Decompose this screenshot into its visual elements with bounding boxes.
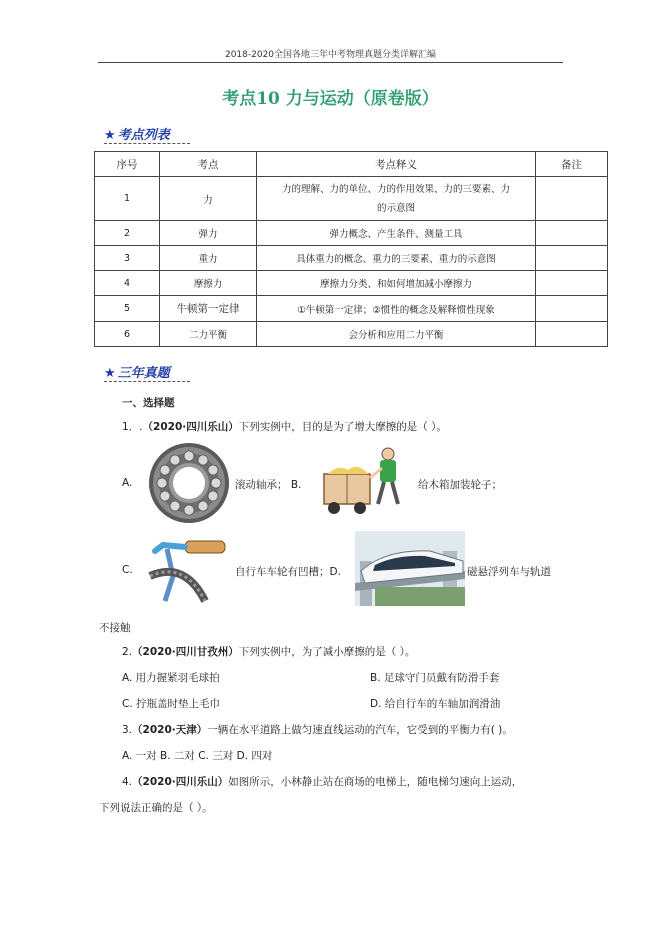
- table-cell-topic: 牛顿第一定律: [160, 296, 257, 322]
- page-title: 考点10 力与运动（原卷版）: [222, 89, 439, 109]
- table-cell-desc: [257, 177, 536, 221]
- table-cell-note: [536, 221, 608, 246]
- question-number: 3.: [122, 724, 133, 736]
- table-header-cell: 备注: [536, 152, 608, 177]
- table-row: [95, 177, 608, 221]
- question-number: 2.: [122, 646, 133, 658]
- table-cell-note: [536, 271, 608, 296]
- question-source: （2020·四川乐山）: [142, 421, 239, 433]
- table-cell-no: 3: [95, 246, 160, 271]
- question-stem: 下列实例中，目的是为了增大摩擦的是（ ）。: [238, 421, 447, 433]
- question-4: [122, 774, 522, 789]
- table-cell-no: 4: [95, 271, 160, 296]
- question-stem: 一辆在水平道路上做匀速直线运动的汽车，它受到的平衡力有( )。: [207, 724, 513, 736]
- question-3: [122, 722, 513, 737]
- question-source: （2020·四川甘孜州）: [132, 646, 239, 658]
- part-heading: 一、选择题: [122, 397, 175, 409]
- question-stem: 如图所示，小林静止站在商场的电梯上，随电梯匀速向上运动，: [228, 776, 523, 788]
- question-stem: 下列实例中，为了减小摩擦的是（ ）。: [238, 646, 416, 658]
- table-cell-note: [536, 322, 608, 347]
- star-icon: ★: [104, 128, 116, 143]
- table-cell-note: [536, 177, 608, 221]
- option-label: B.: [290, 479, 302, 491]
- desc-line: 力的理解、力的单位、力的作用效果、力的三要素、力: [281, 183, 510, 195]
- table-cell-no: 6: [95, 322, 160, 347]
- question-1: [122, 419, 447, 434]
- option-b-text: 给木箱加装轮子；: [418, 479, 502, 491]
- table-cell-topic: 力: [160, 177, 257, 221]
- table-cell-topic: 重力: [160, 246, 257, 271]
- table-row: [95, 296, 608, 322]
- table-cell-desc: 具体重力的概念、重力的三要素、重力的示意图: [257, 246, 536, 271]
- table-cell-note: [536, 296, 608, 322]
- question-4-cont: 下列说法正确的是（ ）。: [99, 802, 213, 814]
- section-heading-list: [104, 124, 170, 143]
- table-header-cell: 序号: [95, 152, 160, 177]
- table-cell-topic: 弹力: [160, 221, 257, 246]
- option-label: D.: [329, 566, 341, 578]
- table-row: [95, 322, 608, 347]
- topic-table: [94, 151, 608, 347]
- question-number: 4.: [122, 776, 133, 788]
- question-source: （2020·天津）: [132, 724, 208, 736]
- section-underline: [104, 381, 190, 382]
- question-3-options: A. 一对 B. 二对 C. 三对 D. 四对: [122, 750, 273, 762]
- table-cell-desc: 会分析和应用二力平衡: [257, 322, 536, 347]
- option-label: C.: [122, 564, 133, 576]
- question-number: 1．.: [122, 421, 143, 433]
- table-cell-note: [536, 246, 608, 271]
- option-d-text-cont: 不接触: [99, 622, 131, 634]
- question-source: （2020·四川乐山）: [132, 776, 229, 788]
- section-underline: [104, 143, 190, 144]
- star-icon: ★: [104, 366, 116, 381]
- header-divider: [98, 62, 563, 63]
- option-d-text: 磁悬浮列车与轨道: [467, 566, 551, 578]
- option-a: A. 用力握紧羽毛球拍: [122, 672, 220, 684]
- option-b: B. 足球守门员戴有防滑手套: [370, 672, 500, 684]
- table-cell-no: 5: [95, 296, 160, 322]
- table-header-row: [95, 152, 608, 177]
- table-row: [95, 246, 608, 271]
- section-title: 考点列表: [117, 128, 170, 143]
- table-cell-topic: 摩擦力: [160, 271, 257, 296]
- table-row: [95, 221, 608, 246]
- box-cart-image: [318, 440, 414, 518]
- bearing-image: [147, 441, 231, 525]
- option-a-text: [235, 477, 301, 492]
- bicycle-handle-image: [145, 531, 235, 606]
- table-cell-no: 2: [95, 221, 160, 246]
- table-cell-desc: 摩擦力分类、和如何增加减小摩擦力: [257, 271, 536, 296]
- table-header-cell: 考点: [160, 152, 257, 177]
- option-c: C. 拧瓶盖时垫上毛巾: [122, 698, 221, 710]
- section-heading-exams: [104, 362, 170, 381]
- option-c-text: [235, 564, 341, 579]
- table-row: [95, 271, 608, 296]
- table-cell-desc: 弹力概念、产生条件、测量工具: [257, 221, 536, 246]
- page-header: 2018-2020全国各地三年中考物理真题分类详解汇编: [224, 50, 437, 60]
- question-2: [122, 644, 415, 659]
- option-text: 自行车车轮有凹槽；: [235, 566, 330, 578]
- option-d: D. 给自行车的车轴加润滑油: [370, 698, 501, 710]
- table-header-cell: 考点释义: [257, 152, 536, 177]
- option-label: A.: [122, 477, 133, 489]
- table-cell-no: 1: [95, 177, 160, 221]
- maglev-train-image: [355, 531, 465, 606]
- option-text: 滚动轴承；: [235, 479, 288, 491]
- table-cell-desc: ①牛顿第一定律；②惯性的概念及解释惯性现象: [257, 296, 536, 322]
- desc-line: 的示意图: [376, 202, 415, 214]
- table-cell-topic: 二力平衡: [160, 322, 257, 347]
- section-title: 三年真题: [117, 366, 170, 381]
